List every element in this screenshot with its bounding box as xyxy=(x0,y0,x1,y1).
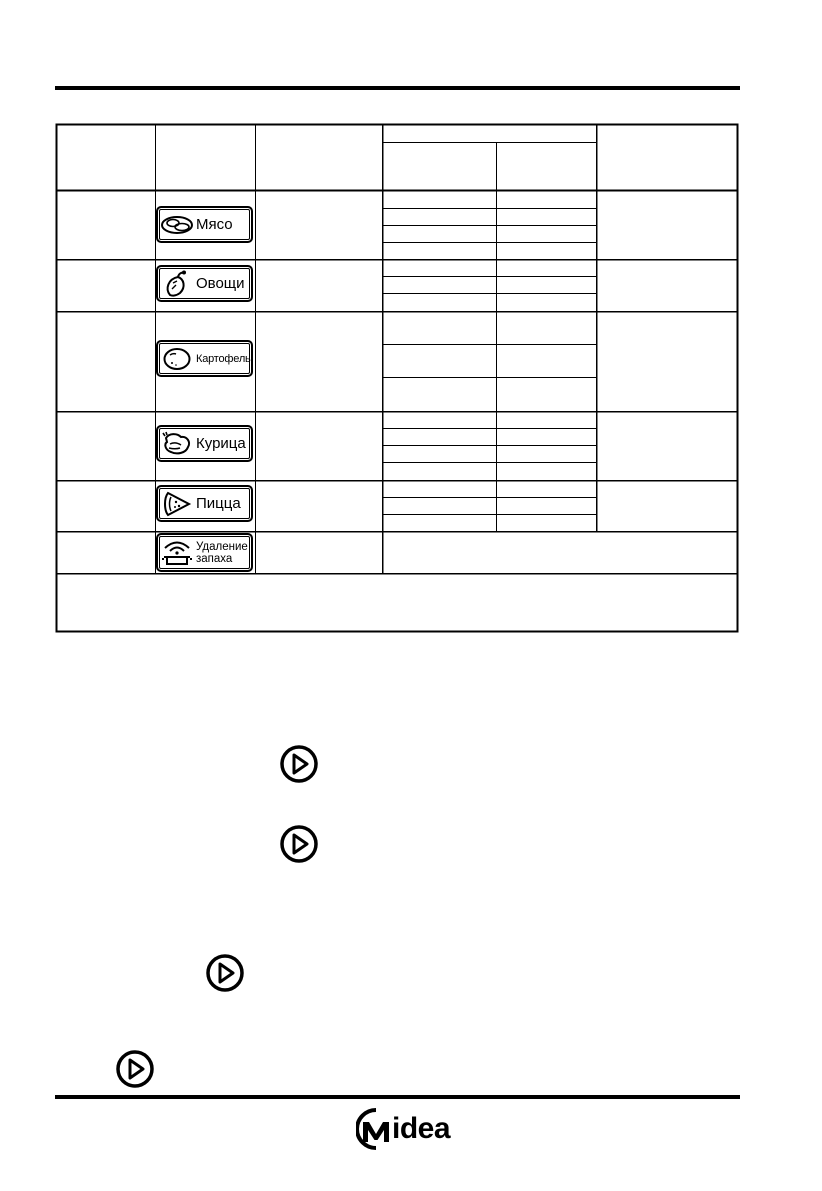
program-label-vegetables: Овощи xyxy=(196,275,245,292)
program-button-meat[interactable] xyxy=(156,206,253,243)
meat-icon xyxy=(158,208,196,241)
potato-icon xyxy=(158,342,196,375)
program-button-vegetables[interactable] xyxy=(156,265,253,302)
program-button-deodorize[interactable] xyxy=(156,533,253,572)
play-icon xyxy=(115,1049,155,1089)
program-button-pizza[interactable] xyxy=(156,485,253,522)
play-icon xyxy=(205,953,245,993)
program-label-pizza: Пицца xyxy=(196,495,241,512)
program-button-potato[interactable] xyxy=(156,340,253,377)
program-button-chicken[interactable] xyxy=(156,425,253,462)
program-label-potato: Картофель xyxy=(196,352,251,365)
chicken-icon xyxy=(158,427,196,460)
program-label-meat: Мясо xyxy=(196,216,233,233)
midea-logo-mark xyxy=(356,1106,396,1152)
midea-logo-text: idea xyxy=(392,1112,451,1145)
pizza-icon xyxy=(158,487,196,520)
play-icon xyxy=(279,824,319,864)
program-label-deodorize: Удаление запаха xyxy=(196,540,248,565)
play-icon xyxy=(279,744,319,784)
vegetable-icon xyxy=(158,267,196,300)
midea-logo xyxy=(356,1105,450,1153)
program-label-chicken: Курица xyxy=(196,435,246,452)
deodorize-icon xyxy=(158,536,196,569)
bottom-rule xyxy=(55,1095,740,1099)
